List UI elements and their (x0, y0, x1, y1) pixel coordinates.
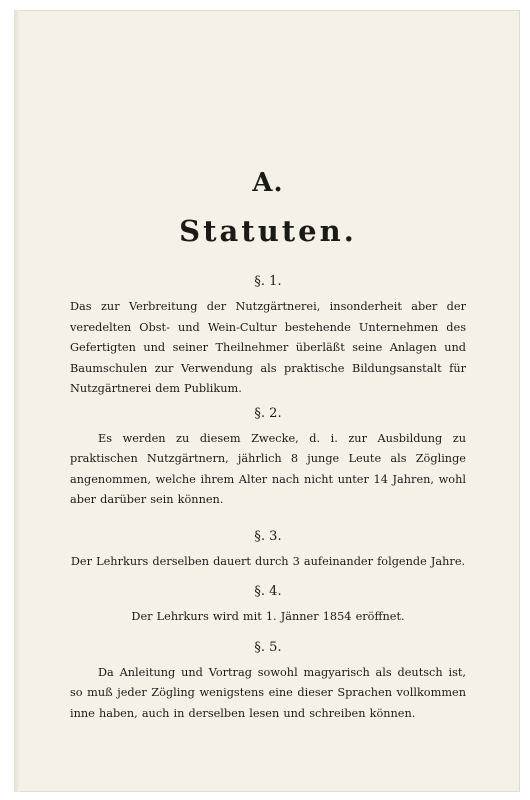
appendix-letter: A. (252, 168, 284, 198)
section-1-text: Das zur Verbreitung der Nutzgärtnerei, insonderheit aber der veredelten Obst- und Wein-Cultur bestehende Unternehmen des Gefertigten und seiner Theilnehmer überläßt seine Anlagen und Baumschulen zur Verwendung als praktische Bildungsanstalt für Nutzgärtnerei dem Publikum. (70, 300, 466, 395)
section-5-heading: §. 5. (254, 639, 282, 655)
section-1-heading: §. 1. (254, 274, 282, 289)
document-title: Statuten. (179, 214, 357, 248)
section-2-heading: §. 2. (254, 405, 282, 421)
section-5-text: Da Anleitung und Vortrag sowohl magyarisch als deutsch ist, so muß jeder Zögling wenigstens eine dieser Sprachen vollkommen inne haben, auch in derselben lesen und schreiben können. (70, 665, 466, 720)
section-3-heading: §. 3. (254, 528, 282, 544)
section-4-heading: §. 4. (254, 584, 282, 599)
document-body (70, 168, 466, 724)
section-3-text: Der Lehrkurs derselben dauert durch 3 aufeinander folgende Jahre. (70, 554, 466, 568)
section-4-text: Der Lehrkurs wird mit 1. Jänner 1854 eröffnet. (131, 610, 405, 623)
section-2-text: Es werden zu diesem Zwecke, d. i. zur Ausbildung zu praktischen Nutzgärtnern, jährlich 8 junge Leute als Zöglinge angenommen, welche ihrem Alter nach nicht unter 14 Jahren, wohl aber darüber sein können. (70, 431, 466, 506)
page-spine-shadow (14, 10, 20, 792)
